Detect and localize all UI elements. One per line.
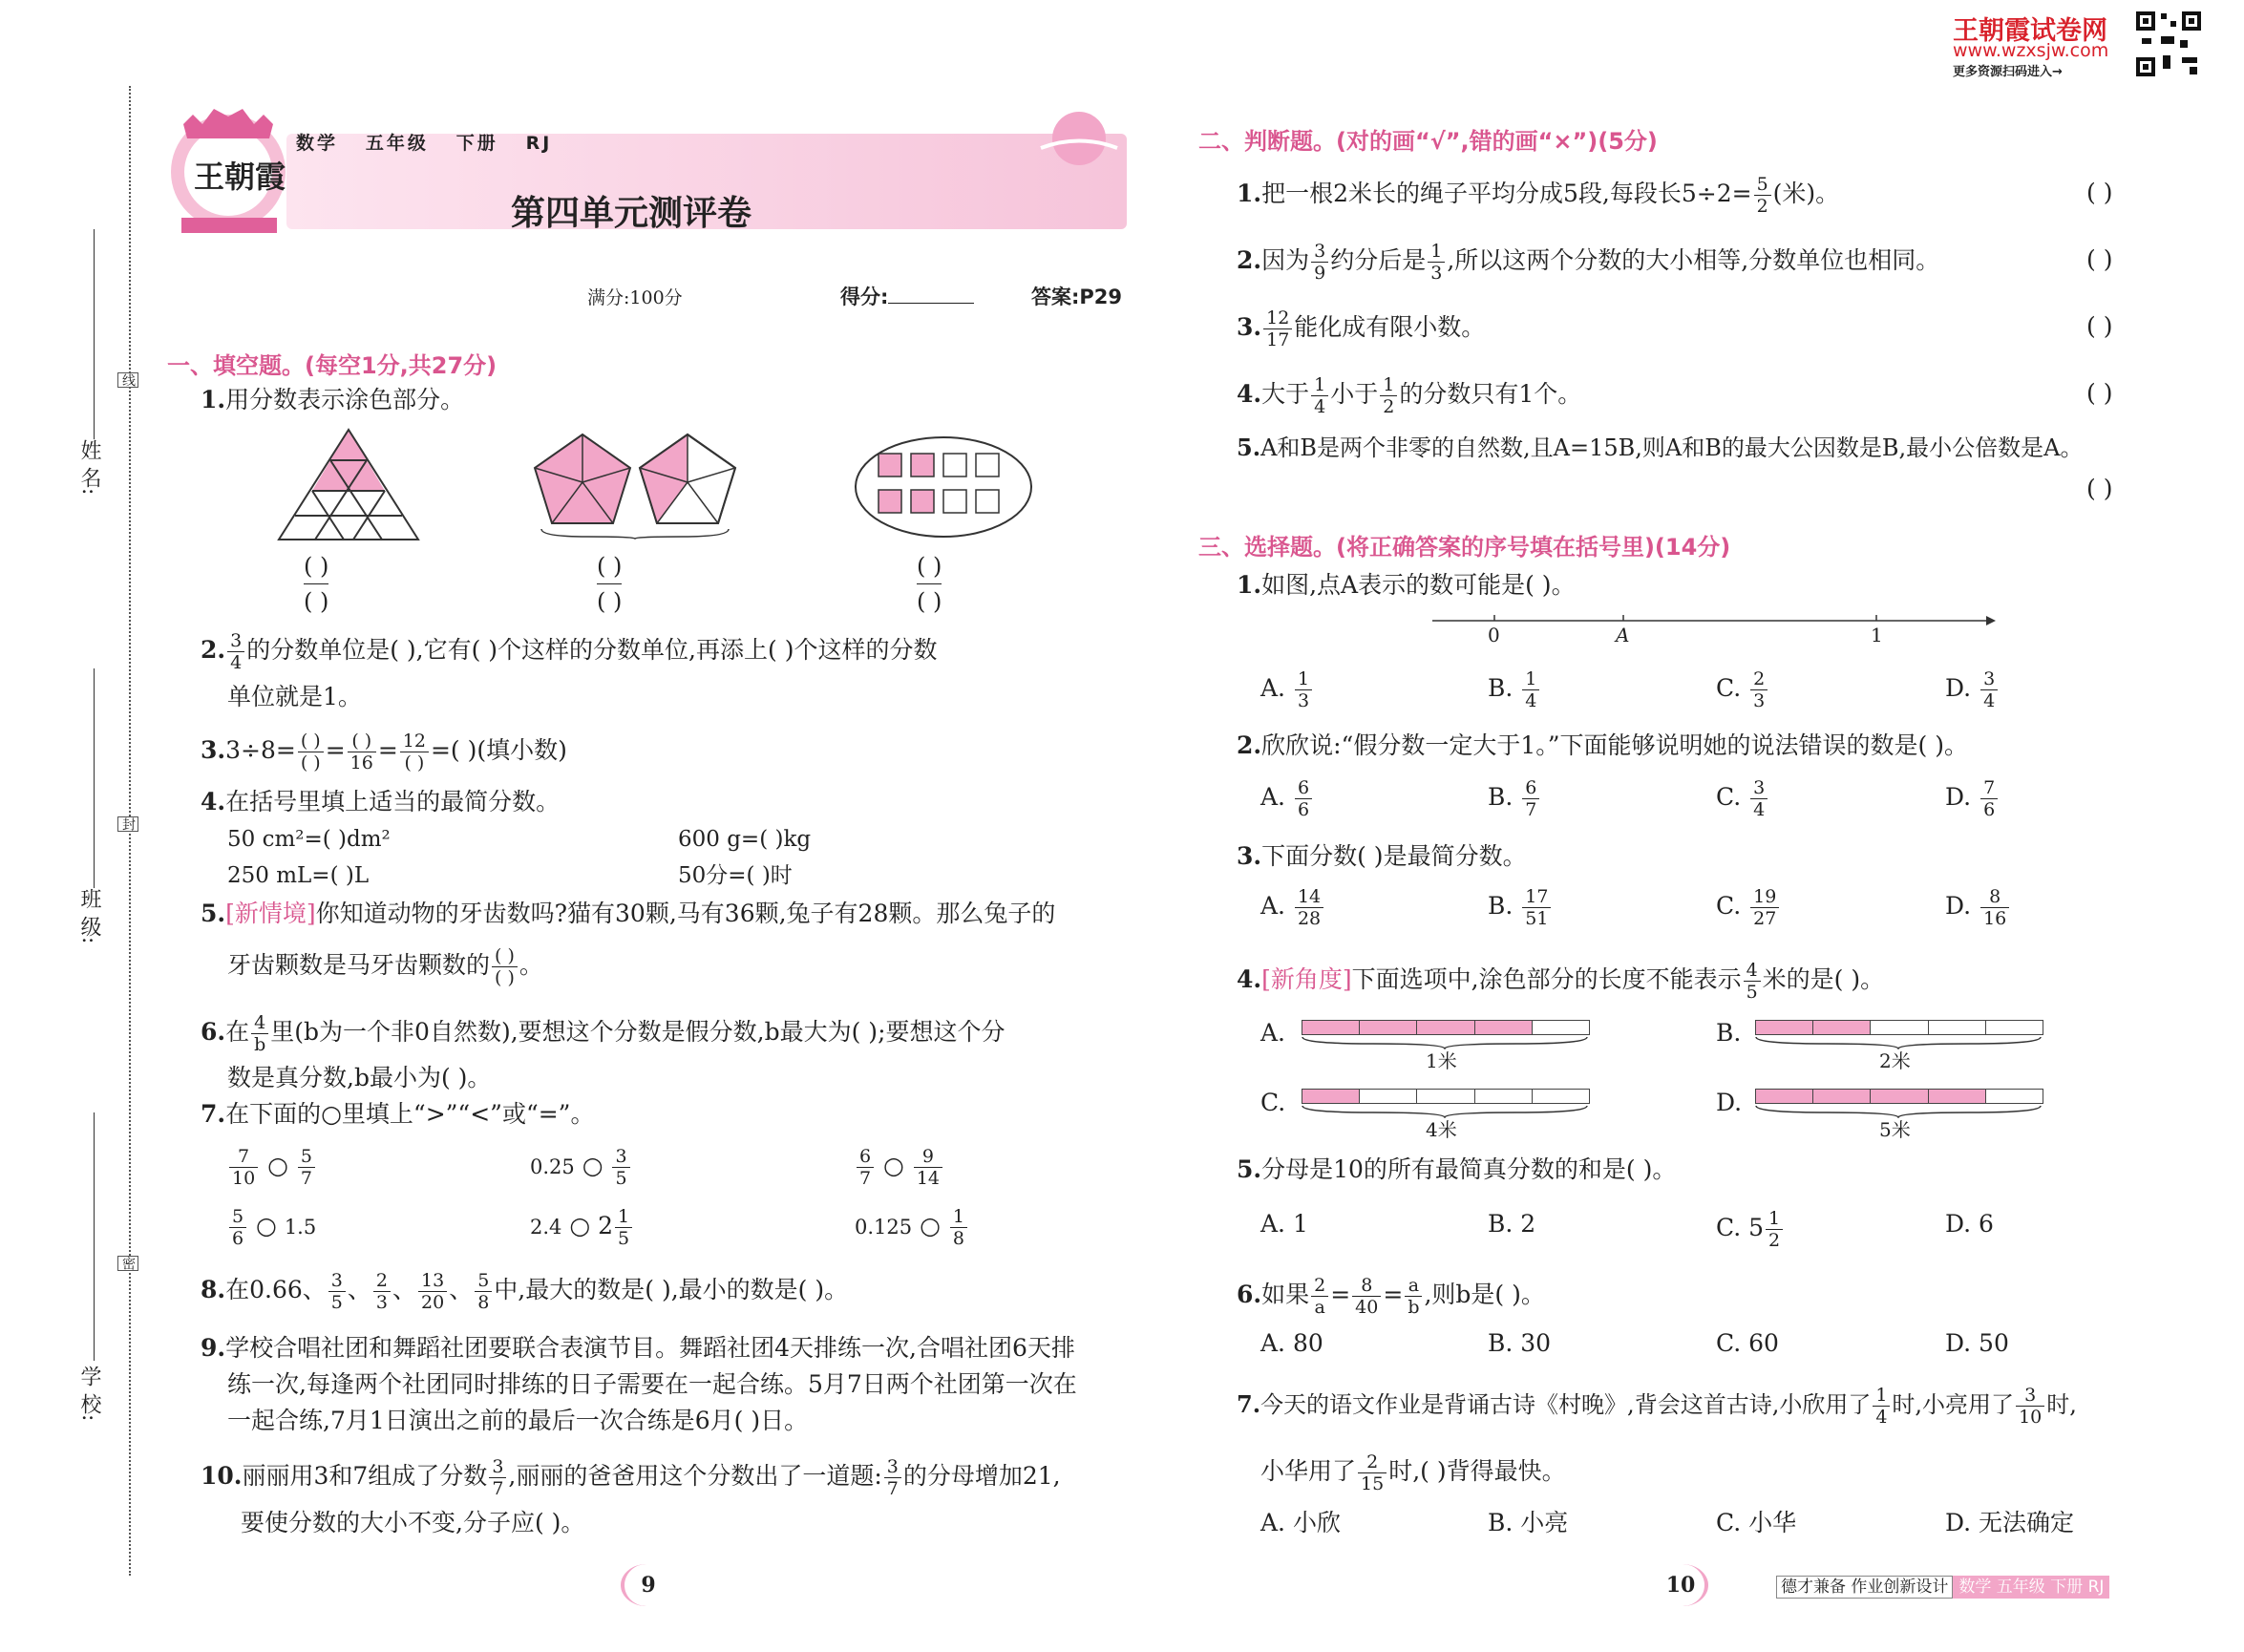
q3-num: 3.	[201, 736, 226, 764]
j5: 5.A和B是两个非零的自然数,且A=15B,则A和B的最大公因数是B,最小公倍数是A。	[1237, 434, 2084, 461]
page-title: 第四单元测评卷	[511, 194, 752, 233]
c6: 6.如果 $\frac{2}{a}$ = $\frac{8}{40}$ = $\frac{a}{b}$ ,则b是( )。	[1237, 1275, 1545, 1318]
q2	[201, 630, 937, 673]
c5: 5.分母是10的所有最简真分数的和是( )。	[1237, 1155, 1677, 1183]
score-label: 得分:	[840, 286, 889, 308]
triangle-figure	[277, 425, 420, 544]
q8-text: 中,最大的数是( ),最小的数是( )。	[494, 1276, 849, 1303]
nl-0: 0	[1488, 624, 1500, 646]
qr-code[interactable]	[2134, 10, 2203, 78]
header-subject-line	[296, 129, 552, 155]
q4-c[interactable]: 250 mL=( )L	[227, 863, 370, 888]
q7-r2c3[interactable]: 0.125 ○ $\frac{1}{8}$	[855, 1206, 969, 1249]
c3-opt-a[interactable]: A. $\frac{14}{28}$	[1260, 886, 1325, 929]
school-label: 学 校:	[77, 1366, 101, 1422]
footer-tail: 数学 五年级 下册 RJ	[1953, 1576, 2109, 1599]
q1-answer-c[interactable]	[917, 549, 942, 619]
q1b-num: ( )	[597, 549, 622, 584]
q3-frac1[interactable]: $\frac{( )}{( )}$	[298, 731, 324, 773]
c4-label-d[interactable]: D.	[1716, 1089, 1743, 1116]
header-term: 下册	[455, 133, 498, 154]
c5-opt-d[interactable]: D. 6	[1945, 1210, 1994, 1238]
brand-logo-text: 王朝霞	[194, 159, 286, 195]
c6-opt-d[interactable]: D. 50	[1945, 1329, 2009, 1357]
q8-pre: 在0.66、	[225, 1276, 327, 1303]
q4-text: 在括号里填上适当的最简分数。	[225, 788, 561, 815]
page-number-10	[1657, 1564, 1708, 1606]
q5-text: 你知道动物的牙齿数吗?猫有30颗,马有36颗,兔子有28颗。那么兔子的	[315, 900, 1056, 927]
q1c-den: ( )	[917, 588, 942, 615]
q1a-num: ( )	[304, 549, 328, 584]
q7-r2c1[interactable]: $\frac{5}{6}$ ○ 1.5	[227, 1206, 316, 1249]
q10-line2[interactable]: 要使分数的大小不变,分子应( )。	[241, 1509, 585, 1536]
c4-unit-d: 5米	[1879, 1118, 1911, 1141]
q4-d[interactable]: 50分=( )时	[678, 863, 793, 888]
header-subject: 数学	[296, 133, 339, 154]
c7-opt-a[interactable]: A. 小欣	[1260, 1509, 1341, 1536]
name-label: 姓 名:	[77, 439, 101, 496]
c4-label-b[interactable]: B.	[1716, 1019, 1742, 1047]
j4: 4.大于 $\frac{1}{4}$ 小于 $\frac{1}{2}$ 的分数只有1个。	[1237, 374, 1582, 417]
q4	[201, 786, 560, 818]
q7-r2c2[interactable]: 2.4 ○ 2 $\frac{1}{5}$	[530, 1206, 634, 1249]
c2-opt-c[interactable]: C. $\frac{3}{4}$	[1716, 777, 1769, 820]
q5-end: 。	[519, 951, 543, 979]
c2-opt-d[interactable]: D. $\frac{7}{6}$	[1945, 777, 2000, 820]
q6-pre: 在	[225, 1018, 250, 1046]
c5-opt-a[interactable]: A. 1	[1260, 1210, 1308, 1238]
q6-frac: $\frac{4}{b}$	[251, 1012, 268, 1055]
q7	[201, 1098, 594, 1131]
q9-line2: 练一次,每逢两个社团同时排练的日子需要在一起合练。5月7日两个社团第一次在	[227, 1370, 1077, 1398]
c3: 3.下面分数( )是最简分数。	[1237, 842, 1527, 870]
q9-line3: 一起合练,7月1日演出之前的最后一次合练是6月( )日。	[227, 1407, 809, 1434]
c1-opt-d[interactable]: D. $\frac{3}{4}$	[1945, 668, 2000, 711]
q3-frac3[interactable]: $\frac{12}{( )}$	[400, 731, 429, 773]
number-line	[1432, 611, 1996, 649]
q2-num: 2.	[201, 636, 226, 664]
c4-label-a[interactable]: A.	[1260, 1019, 1286, 1047]
j3: 3. $\frac{12}{17}$ 能化成有限小数。	[1237, 307, 1486, 350]
site-more: 更多资源扫码进入→	[1953, 65, 2063, 79]
q1-answer-b[interactable]	[597, 549, 622, 619]
c4-bar-b	[1755, 1020, 2043, 1035]
section-3-title: 三、选择题。(将正确答案的序号填在括号里)(14分)	[1198, 534, 1731, 561]
q9	[201, 1332, 1075, 1365]
c4-bar-c	[1302, 1089, 1590, 1104]
c3-opt-d[interactable]: D. $\frac{8}{16}$	[1945, 886, 2011, 929]
header-edition: RJ	[525, 133, 553, 154]
c4-unit-a: 1米	[1426, 1049, 1457, 1072]
q1	[201, 384, 464, 416]
c6-opt-a[interactable]: A. 80	[1260, 1329, 1323, 1357]
q10-text3: 的分母增加21,	[902, 1462, 1061, 1490]
c7-opt-d[interactable]: D. 无法确定	[1945, 1509, 2075, 1536]
q1b-den: ( )	[597, 588, 623, 615]
q4-b[interactable]: 600 g=( )kg	[678, 827, 812, 852]
class-label: 班 级:	[77, 888, 101, 944]
q1-answer-a[interactable]	[304, 549, 328, 619]
q3-tail[interactable]: =( )(填小数)	[430, 736, 567, 764]
c5-opt-c[interactable]: C. 5 $\frac{1}{2}$	[1716, 1208, 1785, 1251]
c2-opt-b[interactable]: B. $\frac{6}{7}$	[1488, 777, 1541, 820]
q5	[201, 898, 1055, 930]
c1-opt-b[interactable]: B. $\frac{1}{4}$	[1488, 668, 1541, 711]
q9-text1: 学校合唱社团和舞蹈社团要联合表演节目。舞蹈社团4天排练一次,合唱社团6天排	[225, 1334, 1075, 1362]
q10-text2: ,丽丽的爸爸用这个分数出了一道题:	[508, 1462, 882, 1490]
q5-tag: [新情境]	[225, 900, 316, 927]
c3-opt-b[interactable]: B. $\frac{17}{51}$	[1488, 886, 1553, 929]
q7-r1c3[interactable]: $\frac{6}{7}$ ○ $\frac{9}{14}$	[855, 1146, 944, 1189]
site-name: 王朝霞试卷网	[1953, 16, 2107, 46]
footer-brand	[1776, 1573, 2109, 1597]
q3-text: 3÷8=	[225, 736, 296, 764]
q7-r1c2[interactable]: 0.25 ○ $\frac{3}{5}$	[530, 1146, 632, 1189]
c7: 7.今天的语文作业是背诵古诗《村晚》,背会这首古诗,小欣用了 $\frac{1}{4}$ 时,小亮用了 $\frac{3}{10}$ 时,	[1237, 1385, 2077, 1428]
c6-opt-b[interactable]: B. 30	[1488, 1329, 1552, 1357]
j2-paren[interactable]: ( )	[2086, 245, 2113, 273]
j5-paren[interactable]: ( )	[2086, 475, 2113, 502]
c4: 4.[新角度]下面选项中,涂色部分的长度不能表示 $\frac{4}{5}$ 米的是( )。	[1237, 960, 1885, 1003]
seal-mark-line: 线	[117, 372, 138, 388]
c3-opt-c[interactable]: C. $\frac{19}{27}$	[1716, 886, 1781, 929]
page-number-9	[621, 1564, 672, 1606]
c4-unit-b: 2米	[1879, 1049, 1911, 1072]
cubes-figure	[853, 434, 1034, 540]
q7-r1c1[interactable]: $\frac{7}{10}$ ○ $\frac{5}{7}$	[227, 1146, 317, 1189]
q7-text: 在下面的○里填上“>”“<”或“=”。	[225, 1100, 595, 1128]
q5-num: 5.	[201, 900, 226, 927]
j1: 1.把一根2米长的绳子平均分成5段,每段长5÷2= $\frac{5}{2}$ (米)。	[1237, 174, 1840, 217]
c6-opt-c[interactable]: C. 60	[1716, 1329, 1779, 1357]
c2: 2.欣欣说:“假分数一定大于1。”下面能够说明她的说法错误的数是( )。	[1237, 731, 1968, 759]
q1a-den: ( )	[304, 588, 329, 615]
name-line	[94, 229, 95, 439]
seal-mark-secret: 密	[117, 1256, 138, 1271]
q5-text2: 牙齿颗数是马牙齿颗数的	[227, 951, 491, 979]
c7-opt-c[interactable]: C. 小华	[1716, 1509, 1797, 1536]
page-10-text: 10	[1665, 1573, 1696, 1598]
c5-opt-b[interactable]: B. 2	[1488, 1210, 1536, 1238]
q10-num: 10.	[201, 1462, 243, 1490]
q6	[201, 1012, 1006, 1055]
c4-label-c[interactable]: C.	[1260, 1089, 1286, 1116]
q5-frac[interactable]: $\frac{( )}{( )}$	[492, 945, 518, 988]
sun-ornament	[1031, 95, 1127, 172]
section-1-title: 一、填空题。(每空1分,共27分)	[167, 352, 497, 379]
c7-line2: 小华用了 $\frac{2}{15}$ 时,( )背得最快。	[1260, 1451, 1566, 1494]
nl-1: 1	[1871, 624, 1883, 646]
c4-bar-d	[1755, 1089, 2043, 1104]
pentagon-figure	[530, 430, 745, 540]
q7-num: 7.	[201, 1100, 226, 1128]
j1-paren[interactable]: ( )	[2086, 179, 2113, 206]
c1: 1.如图,点A表示的数可能是( )。	[1237, 571, 1576, 599]
q6-line2: 数是真分数,b最小为( )。	[227, 1064, 492, 1091]
c2-opt-a[interactable]: A. $\frac{6}{6}$	[1260, 777, 1314, 820]
page-9-text: 9	[641, 1573, 656, 1598]
seal-mark-seal: 封	[117, 816, 138, 832]
site-url: www.wzxsjw.com	[1953, 40, 2109, 61]
answer-ref: 答案:P29	[1031, 286, 1123, 308]
q4-num: 4.	[201, 788, 226, 815]
q1-num: 1.	[201, 386, 226, 413]
q2-line2: 单位就是1。	[227, 683, 362, 710]
q9-num: 9.	[201, 1334, 226, 1362]
j2: 2.因为 $\frac{3}{9}$ 约分后是 $\frac{1}{3}$ ,所以这两个分数的大小相等,分数单位也相同。	[1237, 241, 1940, 284]
score-field[interactable]	[840, 282, 974, 310]
q2-frac: $\frac{3}{4}$	[227, 630, 244, 673]
school-line	[94, 1112, 95, 1361]
c1-opt-c[interactable]: C. $\frac{2}{3}$	[1716, 668, 1769, 711]
q6-text: 里(b为一个非0自然数),要想这个分数是假分数,b最大为( );要想这个分	[270, 1018, 1006, 1046]
q8-num: 8.	[201, 1276, 226, 1303]
j4-paren[interactable]: ( )	[2086, 379, 2113, 407]
j3-paren[interactable]: ( )	[2086, 312, 2113, 340]
c7-opt-b[interactable]: B. 小亮	[1488, 1509, 1569, 1536]
q5-line2	[227, 945, 543, 988]
header-grade: 五年级	[365, 133, 429, 154]
c4-bar-a	[1302, 1020, 1590, 1035]
c1-opt-a[interactable]: A. $\frac{1}{3}$	[1260, 668, 1314, 711]
nl-A: A	[1616, 624, 1630, 646]
footer-brand-text: 德才兼备 作业创新设计	[1776, 1576, 1953, 1599]
q3: 3.3÷8= $\frac{( )}{( )}$ = $\frac{( )}{16}$ = $\frac{12}{( )}$ =( )(填小数)	[201, 731, 567, 773]
q4-a[interactable]: 50 cm²=( )dm²	[227, 827, 391, 852]
c4-unit-c: 4米	[1426, 1118, 1457, 1141]
q10: 10.丽丽用3和7组成了分数 $\frac{3}{7}$ ,丽丽的爸爸用这个分数出了一道题: $\frac{3}{7}$ 的分母增加21,	[201, 1456, 1061, 1499]
q2-text: 的分数单位是( ),它有( )个这样的分数单位,再添上( )个这样的分数	[246, 636, 938, 664]
q8: 8.在0.66、 $\frac{3}{5}$ 、 $\frac{2}{3}$ 、 $\frac{13}{20}$ 、 $\frac{5}{8}$ 中,最大的数是( ),最小的数是( )。	[201, 1270, 849, 1313]
q1c-num: ( )	[917, 549, 942, 584]
full-score: 满分:100分	[587, 287, 683, 308]
q3-frac2[interactable]: $\frac{( )}{16}$	[348, 731, 376, 773]
section-2-title: 二、判断题。(对的画“√”,错的画“×”)(5分)	[1198, 128, 1658, 155]
q1-text: 用分数表示涂色部分。	[225, 386, 465, 413]
q6-num: 6.	[201, 1018, 226, 1046]
class-line	[94, 668, 95, 888]
q10-text1: 丽丽用3和7组成了分数	[242, 1462, 488, 1490]
